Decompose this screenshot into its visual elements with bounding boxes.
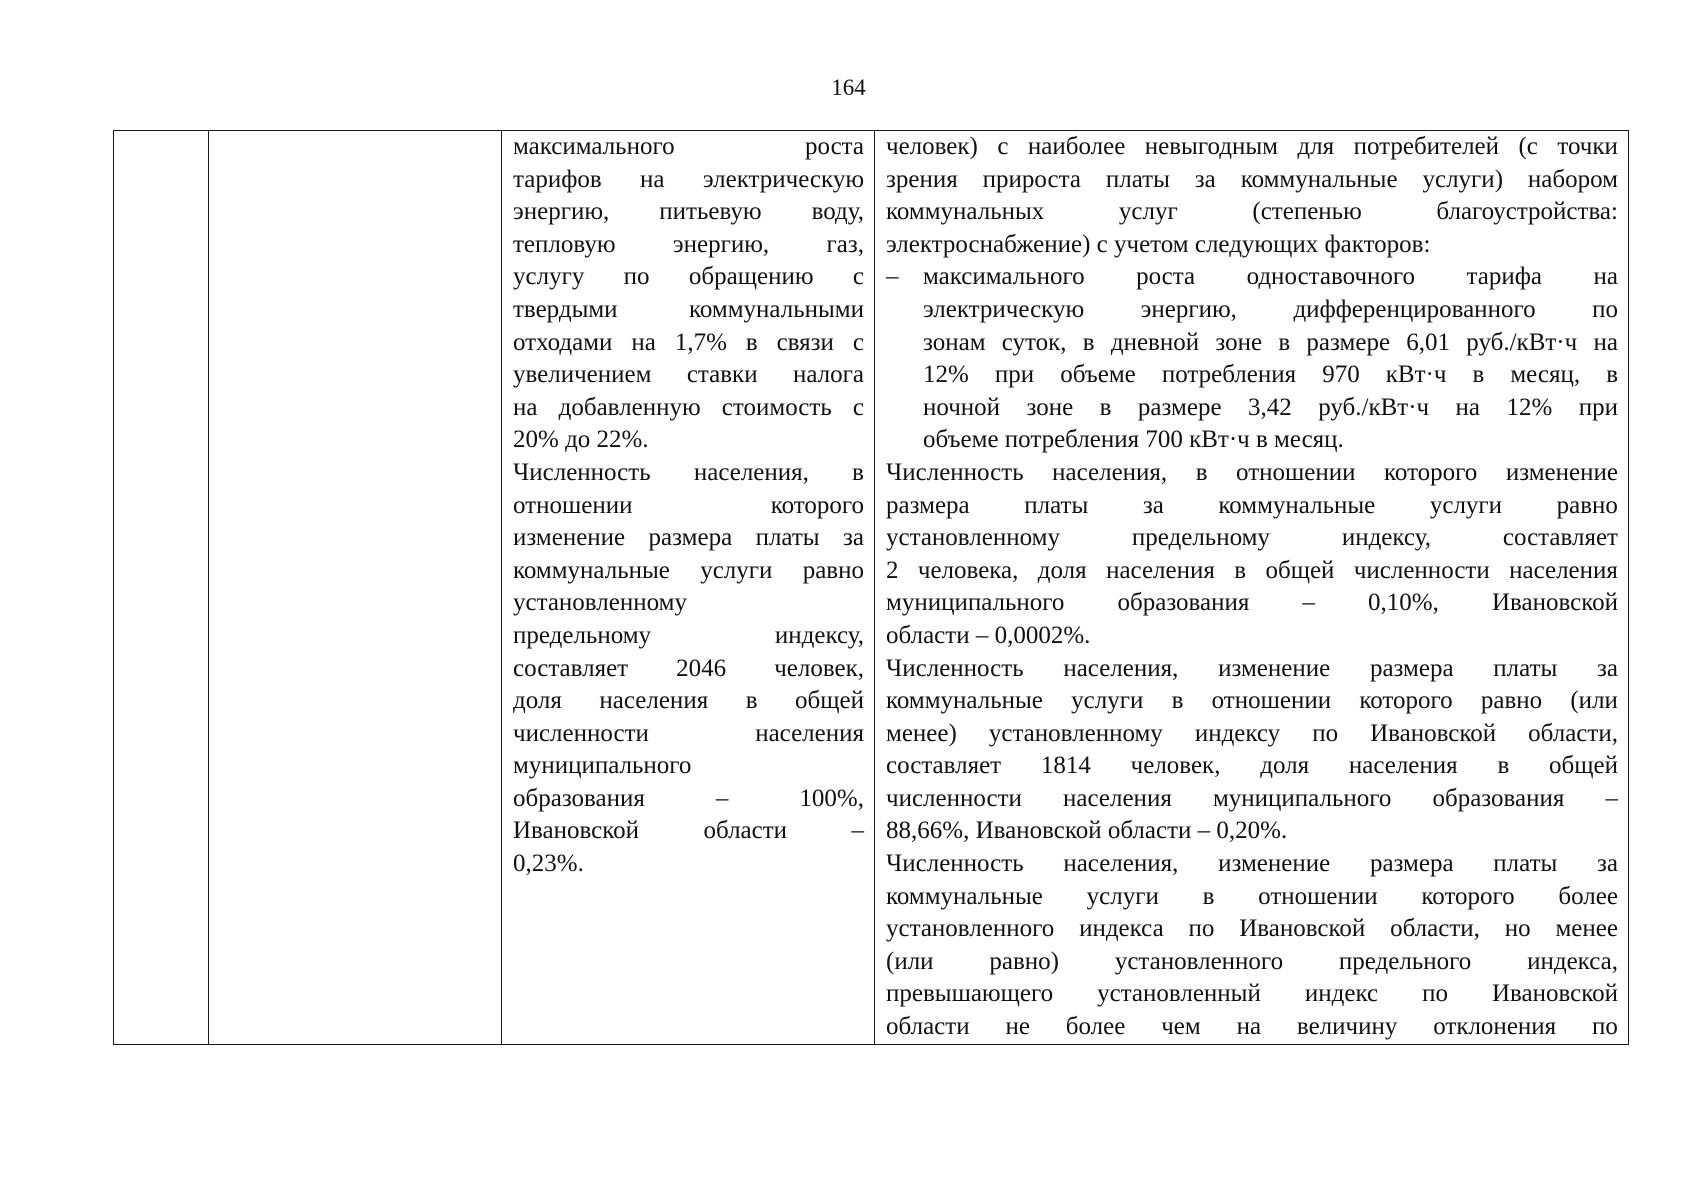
word: в <box>1278 328 1291 356</box>
word: изменение <box>1218 850 1331 878</box>
word: газ, <box>826 230 864 258</box>
word: потребления <box>1161 361 1297 389</box>
word: более <box>1558 882 1618 910</box>
text-line <box>513 653 864 686</box>
text-line <box>886 457 1618 490</box>
text-line: 20% до 22%. <box>513 426 649 454</box>
col3-text <box>513 131 864 881</box>
text-line <box>513 196 864 229</box>
text-line <box>886 131 1618 164</box>
word: индексу, <box>1341 524 1431 552</box>
word: платы <box>1105 165 1170 193</box>
table-column-name <box>209 131 502 1044</box>
word: области, <box>1390 915 1480 943</box>
word: воду, <box>811 198 864 226</box>
word: с <box>852 328 864 356</box>
text-line <box>513 783 864 816</box>
word: в <box>1082 328 1095 356</box>
text-line <box>513 490 864 523</box>
word: индекс <box>1304 980 1379 1008</box>
word: численности <box>513 719 649 747</box>
word: максимального <box>513 133 675 160</box>
word: Численность <box>886 458 1024 486</box>
word: – <box>1302 589 1315 617</box>
word: тарифа <box>1466 263 1543 291</box>
word: в <box>745 687 758 715</box>
word: руб./кВт·ч <box>1318 393 1430 421</box>
list-item <box>886 261 1618 457</box>
word: человек) <box>886 133 978 160</box>
text-line <box>886 685 1618 718</box>
word: в <box>1195 458 1208 486</box>
text-line <box>513 131 864 164</box>
word: человека, <box>917 556 1019 584</box>
word: индекса <box>1079 915 1164 943</box>
text-line <box>923 327 1618 360</box>
word: Ивановской <box>513 817 640 845</box>
word: человек, <box>1130 752 1221 780</box>
word: образования <box>1432 784 1565 812</box>
text-line <box>513 555 864 588</box>
word: на <box>1455 393 1481 421</box>
word: Ивановской <box>1239 915 1366 943</box>
word: населения <box>1509 556 1618 584</box>
word: которого <box>1359 687 1453 715</box>
word: Численность <box>886 850 1024 878</box>
document-table <box>113 130 1629 1045</box>
word: с <box>852 263 864 291</box>
text-line <box>886 555 1618 588</box>
word: изменение <box>1218 654 1331 682</box>
word: образования <box>513 784 645 812</box>
word: на <box>1593 263 1618 291</box>
word: электрическую <box>923 295 1085 323</box>
word: величину <box>1296 1013 1398 1041</box>
word: Численность <box>886 654 1024 682</box>
word: доля <box>1037 556 1087 584</box>
word: в <box>1472 361 1485 389</box>
word: благоустройства: <box>1436 198 1618 226</box>
text-line <box>886 653 1618 686</box>
text-line <box>923 392 1618 425</box>
word: по <box>1592 1013 1618 1041</box>
word: максимального <box>923 263 1085 291</box>
word: отношении <box>1258 882 1378 910</box>
word: 2046 <box>676 654 727 682</box>
word: при <box>994 361 1035 389</box>
word: 3,42 <box>1248 393 1292 421</box>
word: услуги <box>700 556 773 584</box>
word: индекса, <box>1527 947 1618 975</box>
word: с <box>997 133 1009 160</box>
word: доля <box>1260 752 1310 780</box>
word: на <box>1236 1013 1262 1041</box>
word: по <box>1312 719 1339 747</box>
text-line <box>886 490 1618 523</box>
word: зоне <box>1215 328 1263 356</box>
word: платы <box>1024 491 1089 519</box>
word: Ивановской <box>1491 980 1618 1008</box>
word: на <box>631 328 656 356</box>
dash-marker: – <box>886 263 899 291</box>
word: суток, <box>1001 328 1067 356</box>
word: населения <box>1348 752 1458 780</box>
word: изменение <box>1505 458 1618 486</box>
word: энергию, <box>672 230 770 258</box>
word: платы <box>1493 850 1558 878</box>
word: не <box>1005 1013 1030 1041</box>
word: услуги) <box>1422 165 1504 193</box>
text-line <box>886 978 1618 1011</box>
word: за <box>1194 165 1216 193</box>
word: 100%, <box>799 784 864 812</box>
word: месяц, <box>1510 361 1581 389</box>
word: электрическую <box>702 165 864 193</box>
word: услуги <box>1071 687 1144 715</box>
word: установленному <box>886 524 1060 552</box>
word: (степенью <box>1252 198 1362 226</box>
word: кВт·ч <box>1385 361 1447 389</box>
word: руб./кВт·ч <box>1466 328 1578 356</box>
word: увеличением <box>513 361 652 389</box>
word: индексу <box>1194 719 1281 747</box>
word: 970 <box>1322 361 1360 389</box>
word: 6,01 <box>1406 328 1451 356</box>
word: обращению <box>688 263 814 291</box>
word: услуги <box>1086 882 1159 910</box>
word: населения <box>599 687 709 715</box>
word: роста <box>1136 263 1196 291</box>
word: населения, <box>693 458 809 486</box>
word: коммунальные <box>1240 165 1398 193</box>
text-line: 0,23%. <box>513 850 584 878</box>
word: набором <box>1527 165 1618 193</box>
text-line <box>886 718 1618 751</box>
word: прироста <box>982 165 1081 193</box>
word: менее) <box>886 719 957 747</box>
word: 2 <box>886 556 899 584</box>
word: на <box>1593 328 1618 356</box>
text-line <box>886 750 1618 783</box>
word: равно <box>802 556 864 584</box>
word: размере <box>1306 328 1391 356</box>
word: отношении <box>513 491 633 519</box>
word: коммунальные <box>1218 491 1376 519</box>
word: платы <box>1493 654 1558 682</box>
text-line <box>513 522 864 555</box>
word: тепловую <box>513 230 616 258</box>
word: в <box>745 328 758 356</box>
page-number: 164 <box>831 75 866 100</box>
word: отклонения <box>1433 1013 1557 1041</box>
word: наиболее <box>1027 133 1126 160</box>
word: составляет <box>886 752 1002 780</box>
text-line <box>923 294 1618 327</box>
word: потребителей <box>1353 133 1500 160</box>
col4-text <box>886 131 1618 1044</box>
word: твердыми <box>513 295 618 323</box>
word: – <box>1605 784 1618 812</box>
word: размера <box>648 524 733 552</box>
word: более <box>1065 1013 1126 1041</box>
word: в <box>1234 556 1247 584</box>
word: Ивановской <box>1370 719 1497 747</box>
word: области <box>703 817 788 845</box>
word: (или <box>1570 687 1618 715</box>
word: размере <box>1137 393 1222 421</box>
word: размера <box>886 491 970 519</box>
word: коммунальные <box>886 687 1043 715</box>
word: 1814 <box>1040 752 1091 780</box>
word: равно) <box>989 947 1059 975</box>
word: коммунальными <box>689 295 864 323</box>
word: менее <box>1555 915 1618 943</box>
text-line <box>513 359 864 392</box>
word: в <box>1171 687 1184 715</box>
text-line <box>886 913 1618 946</box>
word: населения, <box>1052 458 1168 486</box>
word: предельному <box>513 621 652 649</box>
word: точки <box>1557 133 1618 160</box>
text-line <box>886 946 1618 979</box>
word: связи <box>776 328 834 356</box>
word: питьевую <box>659 198 762 226</box>
text-line <box>886 196 1618 229</box>
word: которого <box>770 491 864 519</box>
word: предельного <box>1338 947 1472 975</box>
word: зонам <box>923 328 986 356</box>
word: за <box>1142 491 1164 519</box>
word: муниципального <box>1212 784 1392 812</box>
word: тарифов <box>513 165 602 193</box>
word: энергию, <box>513 198 610 226</box>
word: платы <box>755 524 820 552</box>
word: энергию, <box>1140 295 1237 323</box>
word: доля <box>513 687 562 715</box>
text-line <box>886 587 1618 620</box>
word: размера <box>1369 654 1454 682</box>
word: которого <box>1384 458 1478 486</box>
word: муниципального <box>886 589 1065 617</box>
word: услуг <box>1118 198 1178 226</box>
text-line <box>886 522 1618 555</box>
word: дифференцированного <box>1293 295 1536 323</box>
text-line <box>886 164 1618 197</box>
word: (с <box>1518 133 1538 160</box>
word: – <box>851 817 864 845</box>
word: коммунальных <box>886 198 1045 226</box>
word: населения <box>755 719 864 747</box>
word: услуги <box>1429 491 1503 519</box>
word: установленного <box>886 915 1055 943</box>
word: за <box>1597 654 1618 682</box>
text-line <box>513 229 864 262</box>
word: ставки <box>686 361 758 389</box>
text-line: объеме потребления 700 кВт·ч в месяц. <box>923 426 1344 454</box>
word: ночной <box>923 393 1001 421</box>
word: отношении <box>1211 687 1332 715</box>
word: одноставочного <box>1246 263 1416 291</box>
word: на <box>513 393 538 421</box>
word: населения <box>1063 784 1172 812</box>
word: 1,7% <box>674 328 727 356</box>
word: области <box>886 1013 970 1041</box>
text-line: муниципального <box>513 752 692 780</box>
word: по <box>1592 295 1618 323</box>
text-line <box>513 392 864 425</box>
word: общей <box>1265 556 1335 584</box>
word: населения, <box>1063 654 1179 682</box>
word: за <box>1597 850 1618 878</box>
text-line <box>513 685 864 718</box>
word: по <box>1188 915 1215 943</box>
word: объеме <box>1060 361 1136 389</box>
word: населения, <box>1063 850 1179 878</box>
word: роста <box>804 133 864 160</box>
word: отходами <box>513 328 613 356</box>
word: области, <box>1528 719 1618 747</box>
text-line <box>886 848 1618 881</box>
word: предельному <box>1131 524 1270 552</box>
table-column-details <box>875 131 1628 1044</box>
word: в <box>1497 752 1510 780</box>
word: общей <box>795 687 864 715</box>
word: равно <box>1556 491 1618 519</box>
word: Ивановской <box>1491 589 1618 617</box>
word: в <box>1202 882 1215 910</box>
word: по <box>623 263 650 291</box>
word: численности <box>886 784 1022 812</box>
word: Численность <box>513 458 651 486</box>
word: в <box>1606 361 1618 389</box>
word: дневной <box>1110 328 1200 356</box>
word: человек, <box>774 654 864 682</box>
word: изменение <box>513 524 626 552</box>
word: (или <box>886 947 934 975</box>
word: на <box>640 165 665 193</box>
text-line: 88,66%, Ивановской области – 0,20%. <box>886 817 1288 845</box>
word: размера <box>1369 850 1454 878</box>
word: отношении <box>1236 458 1356 486</box>
text-line <box>923 359 1618 392</box>
word: общей <box>1549 752 1618 780</box>
word: в <box>852 458 864 486</box>
word: составляет <box>513 654 629 682</box>
word: коммунальные <box>513 556 670 584</box>
word: невыгодным <box>1144 133 1278 160</box>
word: установленному <box>988 719 1163 747</box>
word: установленный <box>1097 980 1261 1008</box>
text-line <box>886 783 1618 816</box>
word: образования <box>1117 589 1250 617</box>
word: составляет <box>1502 524 1618 552</box>
text-line <box>923 261 1618 294</box>
word: численности <box>1353 556 1490 584</box>
text-line: области – 0,0002%. <box>886 621 1091 649</box>
text-line: электроснабжение) с учетом следующих факторов: <box>886 230 1431 258</box>
text-line <box>513 815 864 848</box>
word: при <box>1578 393 1618 421</box>
text-line <box>513 294 864 327</box>
word: зоне <box>1026 393 1074 421</box>
word: стоимость <box>721 393 832 421</box>
word: 12% <box>923 361 969 389</box>
word: услугу <box>513 263 585 291</box>
text-line <box>513 164 864 197</box>
word: для <box>1297 133 1335 160</box>
word: коммунальные <box>886 882 1043 910</box>
text-line <box>513 620 864 653</box>
word: которого <box>1421 882 1515 910</box>
text-line <box>513 457 864 490</box>
word: за <box>843 524 864 552</box>
word: – <box>715 784 729 812</box>
table-column-description <box>502 131 875 1044</box>
word: зрения <box>886 165 958 193</box>
word: добавленную <box>558 393 701 421</box>
text-line: установленному <box>513 589 687 617</box>
word: индексу, <box>774 621 864 649</box>
word: в <box>1099 393 1112 421</box>
word: 12% <box>1506 393 1553 421</box>
word: по <box>1422 980 1448 1008</box>
word: равно <box>1480 687 1543 715</box>
word: но <box>1504 915 1531 943</box>
word: налога <box>792 361 864 389</box>
word: установленного <box>1114 947 1284 975</box>
text-line <box>886 881 1618 914</box>
word: 0,10%, <box>1368 589 1439 617</box>
word: с <box>852 393 864 421</box>
word: населения <box>1106 556 1215 584</box>
text-line <box>513 261 864 294</box>
table-column-number <box>114 131 209 1044</box>
text-line <box>513 718 864 751</box>
word: превышающего <box>886 980 1054 1008</box>
text-line <box>886 1011 1618 1044</box>
word: чем <box>1161 1013 1201 1041</box>
text-line <box>513 327 864 360</box>
